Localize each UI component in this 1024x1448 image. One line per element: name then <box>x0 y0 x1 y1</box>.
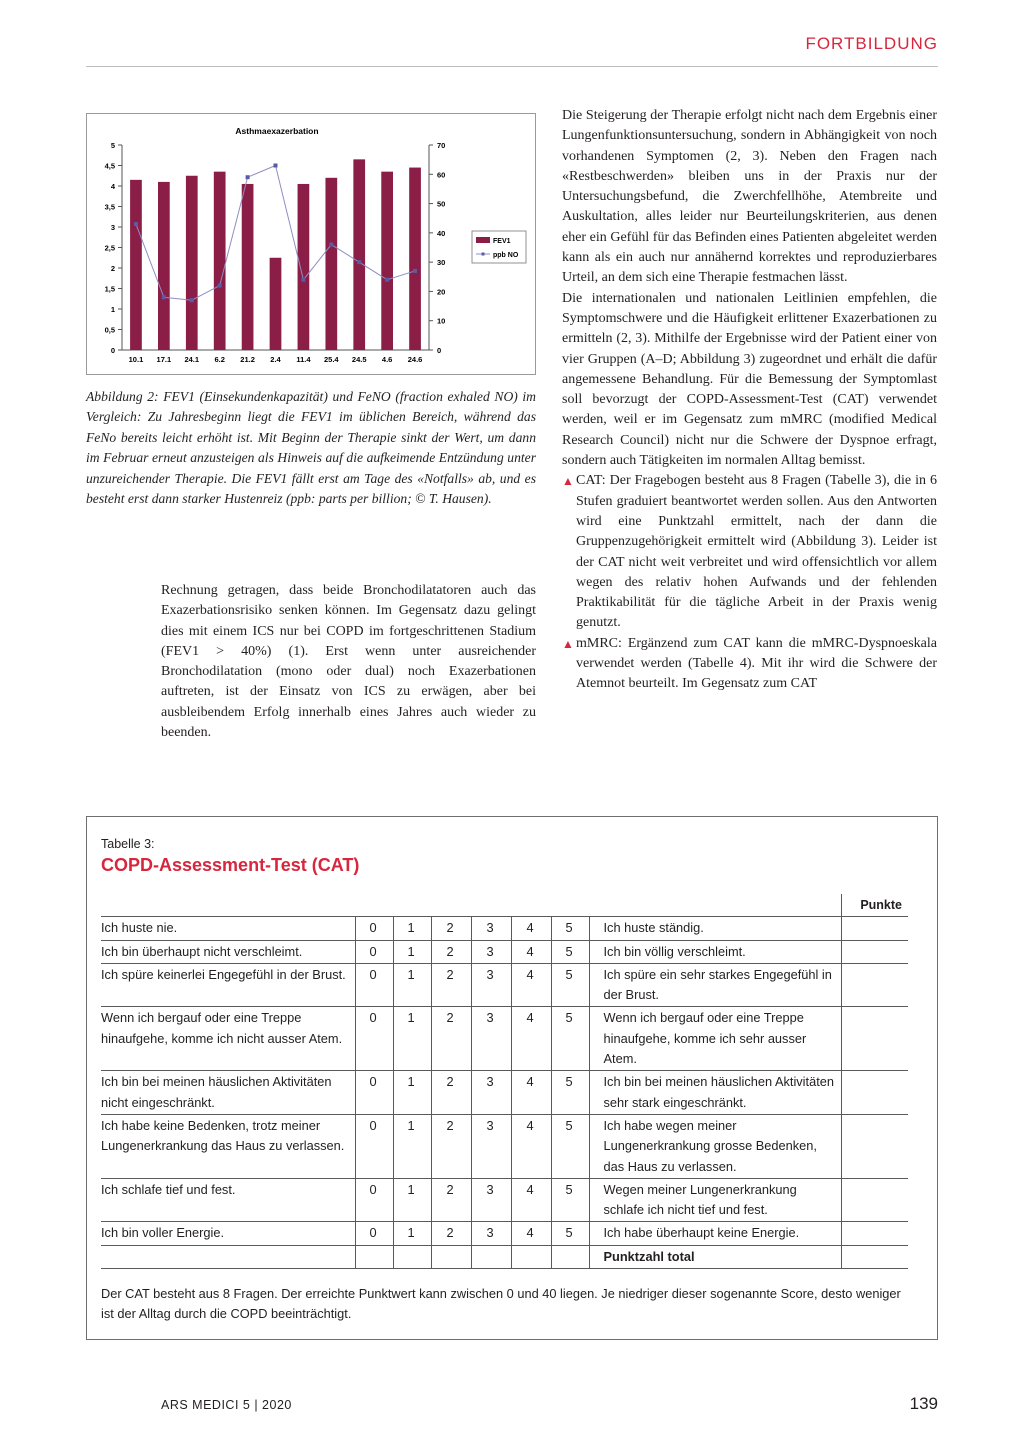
scale-option[interactable]: 5 <box>551 1222 589 1245</box>
section-title: FORTBILDUNG <box>805 34 938 53</box>
scale-option[interactable]: 4 <box>511 1071 551 1115</box>
table-row <box>101 1114 908 1178</box>
x-tick-label: 11.4 <box>296 355 311 364</box>
x-tick-label: 24.6 <box>407 355 423 364</box>
cat-table-box <box>86 816 938 1340</box>
chart-title: Asthmaexazerbation <box>235 126 319 136</box>
scale-option[interactable]: 0 <box>355 1178 393 1222</box>
scale-option[interactable]: 2 <box>431 1178 471 1222</box>
scale-option[interactable]: 3 <box>471 940 511 963</box>
row-left-statement: Ich bin bei meinen häuslichen Aktivitäten nicht eingeschränkt. <box>101 1071 355 1115</box>
scale-option[interactable]: 4 <box>511 1222 551 1245</box>
points-cell[interactable] <box>841 917 908 940</box>
legend-label-fev1: FEV1 <box>493 238 511 245</box>
point-ppb-no <box>329 243 333 247</box>
right-paragraph-1: Die Steigerung der Therapie erfolgt nicht nach dem Ergebnis einer Lungenfunktionsuntersuchung, sondern in Abhängigkeit von noch vorhandenen Symptomen (2, 3). Neben den Fragen nach «Restbeschwerden» bleiben uns in der Praxis nur der Untersuchungsbefund, die Zwerchfellhöhe, Atembreite und Auskultation, alles leider nur Beurteilungskriterien, aus denen eher ein Gefühl für das Befinden eines Patienten abgeleitet werden kann als ein auch nur annähernd korrektes und reproduzierbares Urteil, an dem sich eine Therapie festmachen lässt. <box>562 108 937 286</box>
y-left-tick-label: 0 <box>110 346 115 355</box>
header-divider <box>86 66 938 67</box>
scale-option[interactable]: 0 <box>355 1222 393 1245</box>
scale-option[interactable]: 1 <box>393 1071 431 1115</box>
point-ppb-no <box>357 260 361 264</box>
points-cell[interactable] <box>841 1222 908 1245</box>
scale-option[interactable]: 3 <box>471 1007 511 1071</box>
point-ppb-no <box>134 222 138 226</box>
scale-option[interactable]: 5 <box>551 917 589 940</box>
y-right-tick-label: 30 <box>437 258 446 268</box>
scale-option[interactable]: 4 <box>511 940 551 963</box>
y-left-tick-label: 3,5 <box>104 202 115 212</box>
y-left-tick-label: 2 <box>110 264 115 273</box>
scale-option[interactable]: 2 <box>431 963 471 1007</box>
page-number: 139 <box>909 1394 938 1413</box>
scale-option[interactable]: 2 <box>431 940 471 963</box>
bar-fev1 <box>353 159 365 350</box>
y-right-tick-label: 10 <box>437 316 446 326</box>
table-row <box>101 1071 908 1115</box>
scale-option[interactable]: 3 <box>471 963 511 1007</box>
x-tick-label: 25.4 <box>324 355 339 364</box>
right-paragraph-2: Die internationalen und nationalen Leitlinien empfehlen, die Symptomschwere und die Häufigkeit erlittener Exazerbationen zu ermitteln (2, 3). Mithilfe der Ergebnisse wird der Patient einer von vier Gruppen (A–D; Abbildung 3) zugeordnet und erhält die dafür angemessene Behandlung. Für die Bemessung der Symptomlast soll bevorzugt der COPD-Assessment-Test (CAT) verwendet werden, weil er im Gegensatz zum mMRC (modified Medical Research Council) nicht nur die Schwere der Dyspnoe erfragt, sondern auch Tätigkeiten im normalen Alltag bemisst. <box>562 290 937 469</box>
scale-option[interactable]: 0 <box>355 940 393 963</box>
row-right-statement: Wegen meiner Lungenerkrankung schlafe ich nicht tief und fest. <box>589 1178 841 1222</box>
y-left-tick-label: 3 <box>110 223 115 232</box>
table-row <box>101 917 908 940</box>
points-cell[interactable] <box>841 1071 908 1115</box>
row-right-statement: Ich habe wegen meiner Lungenerkrankung grosse Bedenken, das Haus zu verlassen. <box>589 1114 841 1178</box>
bar-fev1 <box>158 182 170 350</box>
scale-option[interactable]: 4 <box>511 917 551 940</box>
triangle-bullet-icon: ▲ <box>562 474 574 489</box>
x-tick-label: 21.2 <box>240 355 255 364</box>
row-left-statement: Ich schlafe tief und fest. <box>101 1178 355 1222</box>
scale-option[interactable]: 1 <box>393 1007 431 1071</box>
right-column <box>562 106 937 695</box>
bar-fev1 <box>242 184 254 350</box>
table-header-row <box>101 894 908 917</box>
point-ppb-no <box>301 278 305 282</box>
y-right-tick-label: 40 <box>437 228 446 238</box>
scale-option[interactable]: 3 <box>471 1114 511 1178</box>
x-tick-label: 2.4 <box>270 355 281 364</box>
table-label: Tabelle 3: <box>101 837 155 851</box>
point-ppb-no <box>162 295 166 299</box>
scale-option[interactable]: 1 <box>393 940 431 963</box>
chart-svg <box>87 114 535 374</box>
y-left-tick-label: 4 <box>110 182 115 191</box>
scale-option[interactable]: 5 <box>551 1114 589 1178</box>
legend-swatch-fev1 <box>476 237 490 243</box>
y-left-tick-label: 4,5 <box>104 161 115 171</box>
point-ppb-no <box>385 278 389 282</box>
scale-option[interactable]: 0 <box>355 1114 393 1178</box>
scale-option[interactable]: 1 <box>393 1114 431 1178</box>
bar-fev1 <box>270 258 282 350</box>
bullet-mmrc <box>562 634 937 695</box>
points-cell[interactable] <box>841 963 908 1007</box>
scale-option[interactable]: 4 <box>511 1114 551 1178</box>
table-title: COPD-Assessment-Test (CAT) <box>101 855 360 875</box>
table-row <box>101 1178 908 1222</box>
total-label: Punktzahl total <box>589 1245 841 1268</box>
y-left-tick-label: 0,5 <box>104 325 115 335</box>
point-ppb-no <box>218 284 222 288</box>
point-ppb-no <box>274 164 278 168</box>
y-right-tick-label: 70 <box>437 141 446 150</box>
row-left-statement: Ich huste nie. <box>101 917 355 940</box>
y-left-tick-label: 5 <box>110 141 115 150</box>
x-tick-label: 24.5 <box>351 355 367 364</box>
point-ppb-no <box>246 175 250 179</box>
scale-option[interactable]: 4 <box>511 1178 551 1222</box>
y-left-tick-label: 2,5 <box>104 243 115 253</box>
scale-option[interactable]: 0 <box>355 1007 393 1071</box>
x-tick-label: 24.1 <box>184 355 200 364</box>
row-left-statement: Ich bin voller Energie. <box>101 1222 355 1245</box>
point-ppb-no <box>190 298 194 302</box>
table-row <box>101 1222 908 1245</box>
y-right-tick-label: 20 <box>437 287 446 297</box>
x-tick-label: 4.6 <box>381 355 393 364</box>
figure-chart <box>86 113 536 375</box>
row-right-statement: Ich huste ständig. <box>589 917 841 940</box>
row-left-statement: Wenn ich bergauf oder eine Treppe hinaufgehe, komme ich nicht ausser Atem. <box>101 1007 355 1071</box>
total-points-cell[interactable] <box>841 1245 908 1268</box>
scale-option[interactable]: 1 <box>393 1178 431 1222</box>
scale-option[interactable]: 0 <box>355 1071 393 1115</box>
x-tick-label: 6.2 <box>214 355 225 364</box>
scale-option[interactable]: 1 <box>393 917 431 940</box>
scale-option[interactable]: 1 <box>393 1222 431 1245</box>
table-row <box>101 963 908 1007</box>
table-row <box>101 940 908 963</box>
y-left-tick-label: 1 <box>110 305 115 314</box>
x-tick-label: 17.1 <box>156 355 172 364</box>
scale-option[interactable]: 3 <box>471 1222 511 1245</box>
bullet-cat-text: CAT: Der Fragebogen besteht aus 8 Fragen (Tabelle 3), die in 6 Stufen graduiert beantwortet werden sollen. Aus den Antworten wird eine Punktzahl ermittelt, nach der dann die Gruppenzugehörigkeit ermittelt wird (Abbildung 3). Leider ist der CAT nicht weit verbreitet und wird offensichtlich vor allem wegen des relativ hohen Aufwands und der fehlenden Praktikabilität für die tägliche Arbeit in der Praxis wenig genutzt. <box>576 473 937 631</box>
scale-option[interactable]: 5 <box>551 1007 589 1071</box>
footer-journal: ARS MEDICI 5 | 2020 <box>161 1398 292 1412</box>
scale-option[interactable]: 0 <box>355 917 393 940</box>
y-right-tick-label: 60 <box>437 170 446 180</box>
scale-option[interactable]: 0 <box>355 963 393 1007</box>
bar-fev1 <box>186 176 198 350</box>
row-left-statement: Ich bin überhaupt nicht verschleimt. <box>101 940 355 963</box>
row-right-statement: Ich habe überhaupt keine Energie. <box>589 1222 841 1245</box>
scale-option[interactable]: 2 <box>431 1071 471 1115</box>
scale-option[interactable]: 5 <box>551 940 589 963</box>
bar-fev1 <box>325 178 337 350</box>
points-header: Punkte <box>841 894 908 917</box>
scale-option[interactable]: 3 <box>471 1071 511 1115</box>
row-right-statement: Ich bin völlig verschleimt. <box>589 940 841 963</box>
figure-caption: Abbildung 2: FEV1 (Einsekundenkapazität) und FeNO (fraction exhaled NO) im Vergleich: Zu Jahresbeginn liegt die FEV1 im üblichen Bereich, während das FeNo bereits leicht erhöht ist. Mit Beginn der Therapie sinkt der Wert, um dann im Februar erneut anzusteigen als Hinweis auf die aufkeimende Entzündung unter unzureichender Therapie. Die FEV1 fällt erst am Tage des «Notfalls» ab, und es besteht erst dann starker Hustenreiz (ppb: parts per billion; © T. Hausen). <box>86 389 536 507</box>
scale-option[interactable]: 2 <box>431 1114 471 1178</box>
bar-fev1 <box>409 168 421 350</box>
left-column-paragraph: Rechnung getragen, dass beide Bronchodilatatoren auch das Exazerbationsrisiko senken können. Im Gegensatz dazu gelingt dies mit einem ICS nur bei COPD im fortgeschrittenen Stadium (FEV1 > 40%) (1). Erst wenn unter ausreichender Bronchodilatation (mono oder dual) noch Exazerbationen auftreten, ist der Einsatz von ICS zu erwägen, aber bei ausbleibendem Erfolg innerhalb eines Jahres auch wieder zu beenden. <box>161 583 536 741</box>
scale-option[interactable]: 2 <box>431 1007 471 1071</box>
table-row <box>101 1007 908 1071</box>
row-left-statement: Ich spüre keinerlei Engegefühl in der Brust. <box>101 963 355 1007</box>
table-note: Der CAT besteht aus 8 Fragen. Der erreichte Punktwert kann zwischen 0 und 40 liegen. Je niedriger dieser sogenannte Score, desto weniger ist der Alltag durch die COPD beeinträchtigt. <box>101 1286 901 1322</box>
points-cell[interactable] <box>841 1114 908 1178</box>
point-ppb-no <box>413 269 417 273</box>
points-cell[interactable] <box>841 1178 908 1222</box>
scale-option[interactable]: 4 <box>511 963 551 1007</box>
row-right-statement: Ich bin bei meinen häuslichen Aktivitäten sehr stark eingeschränkt. <box>589 1071 841 1115</box>
points-cell[interactable] <box>841 1007 908 1071</box>
scale-option[interactable]: 1 <box>393 963 431 1007</box>
scale-option[interactable]: 2 <box>431 917 471 940</box>
bullet-mmrc-text: mMRC: Ergänzend zum CAT kann die mMRC-Dyspnoeskala verwendet werden (Tabelle 4). Mit ihr wird die Schwere der Atemnot beurteilt. Im Gegensatz zum CAT <box>576 635 937 692</box>
scale-option[interactable]: 4 <box>511 1007 551 1071</box>
triangle-bullet-icon: ▲ <box>562 636 574 651</box>
scale-option[interactable]: 5 <box>551 963 589 1007</box>
scale-option[interactable]: 3 <box>471 917 511 940</box>
row-right-statement: Wenn ich bergauf oder eine Treppe hinaufgehe, komme ich sehr ausser Atem. <box>589 1007 841 1071</box>
scale-option[interactable]: 5 <box>551 1071 589 1115</box>
bar-fev1 <box>298 184 310 350</box>
scale-option[interactable]: 3 <box>471 1178 511 1222</box>
points-cell[interactable] <box>841 940 908 963</box>
total-row <box>101 1245 908 1268</box>
cat-table <box>101 894 908 1269</box>
scale-option[interactable]: 2 <box>431 1222 471 1245</box>
scale-option[interactable]: 5 <box>551 1178 589 1222</box>
bullet-cat <box>562 471 937 633</box>
y-right-tick-label: 50 <box>437 199 446 209</box>
row-left-statement: Ich habe keine Bedenken, trotz meiner Lungenerkrankung das Haus zu verlassen. <box>101 1114 355 1178</box>
y-right-tick-label: 0 <box>437 346 442 355</box>
y-left-tick-label: 1,5 <box>104 284 115 294</box>
bar-fev1 <box>381 172 393 350</box>
row-right-statement: Ich spüre ein sehr starkes Engegefühl in der Brust. <box>589 963 841 1007</box>
legend-marker-ppb-no <box>482 253 485 256</box>
legend-label-ppb-no: ppb NO <box>493 252 519 259</box>
bar-fev1 <box>130 180 142 350</box>
x-tick-label: 10.1 <box>128 355 144 364</box>
bar-fev1 <box>214 172 226 350</box>
